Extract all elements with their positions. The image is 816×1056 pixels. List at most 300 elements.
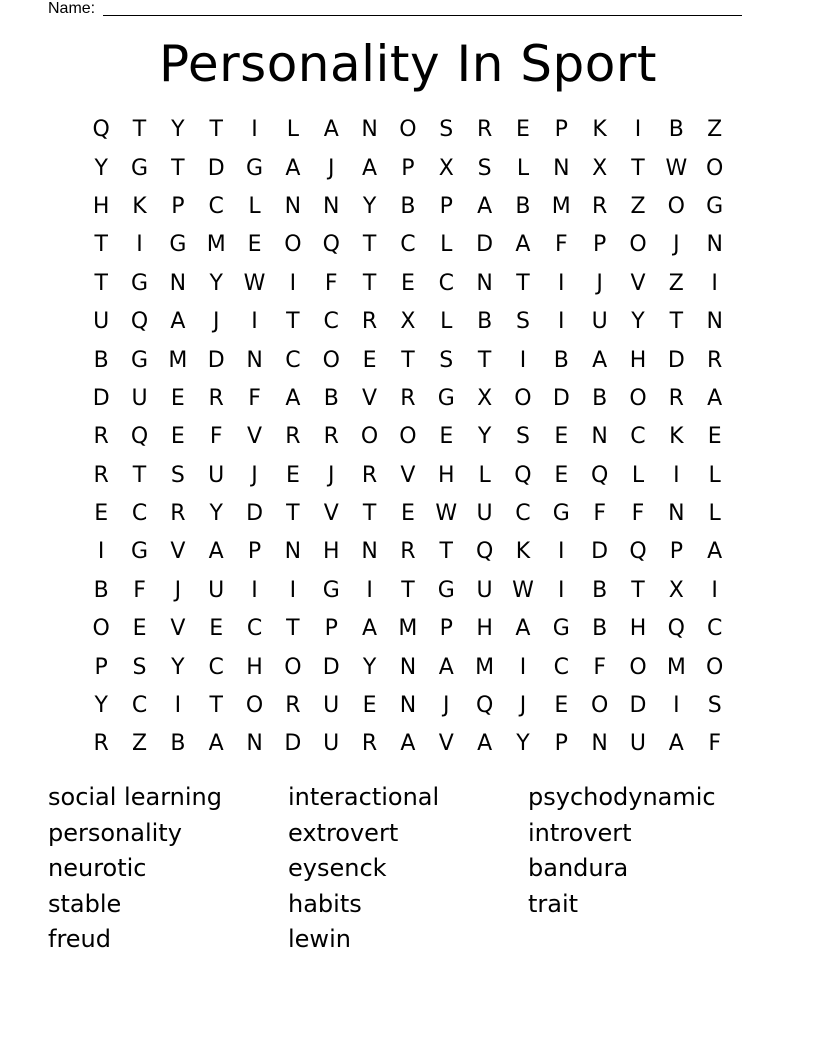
grid-letter: R bbox=[93, 424, 109, 450]
grid-letter: O bbox=[360, 424, 379, 450]
grid-row bbox=[82, 648, 734, 686]
grid-letter: Y bbox=[477, 424, 492, 450]
grid-letter: D bbox=[284, 731, 302, 757]
grid-letter: T bbox=[171, 155, 185, 181]
grid-letter: A bbox=[477, 731, 493, 757]
grid-letter: H bbox=[322, 539, 340, 565]
grid-letter: V bbox=[247, 424, 263, 450]
grid-letter: Y bbox=[171, 117, 185, 143]
grid-letter: Y bbox=[171, 654, 185, 680]
grid-letter: A bbox=[285, 155, 301, 181]
grid-letter: M bbox=[206, 232, 226, 258]
grid-letter: U bbox=[208, 462, 225, 488]
grid-letter: F bbox=[324, 270, 338, 296]
grid-letter: O bbox=[629, 385, 647, 411]
grid-letter: G bbox=[552, 616, 570, 642]
grid-letter: X bbox=[400, 309, 416, 335]
grid-letter: C bbox=[515, 501, 531, 527]
grid-letter: R bbox=[707, 347, 723, 373]
grid-letter: X bbox=[477, 385, 493, 411]
grid-letter: Y bbox=[209, 270, 223, 296]
grid-letter: H bbox=[629, 347, 647, 373]
grid-letter: Q bbox=[130, 309, 149, 335]
grid-row bbox=[82, 303, 734, 341]
grid-letter: Y bbox=[94, 155, 108, 181]
grid-letter: V bbox=[323, 501, 339, 527]
grid-letter: E bbox=[400, 501, 415, 527]
grid-letter: R bbox=[170, 501, 186, 527]
grid-letter: E bbox=[132, 616, 147, 642]
grid-letter: S bbox=[515, 309, 530, 335]
grid-letter: T bbox=[209, 117, 223, 143]
grid-letter: Y bbox=[362, 193, 377, 219]
grid-letter: Q bbox=[667, 616, 685, 642]
grid-letter: B bbox=[93, 577, 109, 603]
grid-letter: N bbox=[169, 270, 187, 296]
grid-letter: T bbox=[94, 232, 108, 258]
grid-letter: A bbox=[438, 654, 454, 680]
grid-letter: A bbox=[592, 347, 608, 373]
grid-letter: I bbox=[558, 539, 565, 565]
word-list-item: social learning bbox=[48, 783, 222, 811]
grid-letter: U bbox=[629, 731, 647, 757]
grid-letter: M bbox=[168, 347, 188, 373]
grid-letter: V bbox=[400, 462, 416, 488]
grid-row bbox=[82, 495, 734, 533]
grid-letter: L bbox=[286, 117, 300, 143]
grid-letter: D bbox=[246, 501, 264, 527]
grid-letter: N bbox=[246, 347, 263, 373]
grid-letter: G bbox=[246, 155, 264, 181]
grid-letter: D bbox=[207, 347, 225, 373]
grid-letter: S bbox=[477, 155, 492, 181]
grid-letter: D bbox=[207, 155, 225, 181]
word-list-item: trait bbox=[528, 889, 579, 918]
grid-letter: L bbox=[708, 501, 721, 527]
grid-letter: I bbox=[289, 577, 297, 603]
grid-row bbox=[82, 226, 734, 264]
grid-letter: C bbox=[438, 270, 454, 296]
grid-letter: U bbox=[476, 501, 493, 527]
grid-letter: G bbox=[552, 501, 570, 527]
grid-letter: D bbox=[552, 385, 570, 411]
grid-letter: F bbox=[133, 577, 146, 603]
name-field[interactable] bbox=[48, 0, 742, 18]
grid-letter: T bbox=[286, 309, 300, 335]
grid-letter: G bbox=[437, 577, 455, 603]
grid-letter: A bbox=[400, 731, 416, 757]
grid-letter: I bbox=[634, 117, 642, 143]
grid-row bbox=[82, 610, 734, 648]
grid-letter: E bbox=[554, 424, 569, 450]
grid-letter: M bbox=[551, 193, 571, 219]
grid-letter: T bbox=[401, 347, 415, 373]
grid-letter: T bbox=[362, 270, 377, 296]
word-list-item: habits bbox=[288, 889, 362, 918]
grid-letter: Y bbox=[94, 693, 108, 719]
grid-letter: N bbox=[553, 155, 570, 181]
grid-letter: R bbox=[591, 193, 608, 219]
grid-letter: T bbox=[132, 117, 147, 143]
grid-letter: P bbox=[401, 155, 415, 181]
grid-letter: Y bbox=[631, 309, 645, 335]
grid-letter: R bbox=[361, 462, 378, 488]
grid-letter: R bbox=[323, 424, 339, 450]
grid-letter: L bbox=[440, 309, 453, 335]
grid-letter: Y bbox=[516, 731, 530, 757]
grid-row bbox=[82, 111, 734, 149]
grid-letter: B bbox=[400, 193, 416, 219]
grid-letter: P bbox=[439, 616, 453, 642]
grid-letter: V bbox=[438, 731, 454, 757]
grid-letter: E bbox=[247, 232, 262, 258]
grid-letter: N bbox=[476, 270, 493, 296]
grid-letter: Y bbox=[209, 501, 223, 527]
grid-letter: E bbox=[516, 117, 530, 143]
grid-letter: P bbox=[439, 193, 453, 219]
grid-letter: N bbox=[399, 693, 417, 719]
grid-letter: E bbox=[209, 616, 224, 642]
name-label: Name: bbox=[48, 0, 96, 17]
grid-letter: S bbox=[439, 347, 454, 373]
grid-letter: P bbox=[171, 193, 185, 219]
grid-letter: A bbox=[362, 616, 378, 642]
grid-letter: A bbox=[668, 731, 684, 757]
grid-letter: E bbox=[94, 501, 109, 527]
grid-letter: J bbox=[212, 309, 220, 335]
grid-letter: E bbox=[285, 462, 300, 488]
grid-letter: K bbox=[515, 539, 531, 565]
grid-letter: W bbox=[435, 501, 458, 527]
grid-letter: J bbox=[596, 270, 603, 296]
grid-letter: I bbox=[673, 693, 680, 719]
grid-letter: T bbox=[362, 232, 377, 258]
grid-letter: L bbox=[631, 462, 645, 488]
grid-letter: I bbox=[558, 270, 565, 296]
grid-letter: B bbox=[515, 193, 531, 219]
grid-letter: D bbox=[476, 232, 494, 258]
grid-letter: W bbox=[665, 155, 688, 181]
word-list-item: personality bbox=[48, 818, 182, 847]
grid-letter: L bbox=[248, 193, 261, 219]
grid-letter: R bbox=[285, 693, 301, 719]
grid-letter: I bbox=[519, 654, 527, 680]
grid-letter: K bbox=[132, 193, 147, 219]
word-list-item: introvert bbox=[528, 818, 632, 847]
grid-letter: D bbox=[322, 654, 340, 680]
grid-row bbox=[82, 725, 734, 763]
grid-letter: P bbox=[554, 731, 568, 757]
grid-letter: A bbox=[285, 385, 301, 411]
grid-letter: G bbox=[322, 577, 340, 603]
grid-letter: U bbox=[93, 309, 110, 335]
grid-letter: Q bbox=[629, 539, 647, 565]
grid-letter: P bbox=[554, 117, 568, 143]
grid-letter: N bbox=[706, 232, 723, 258]
grid-letter: D bbox=[667, 347, 685, 373]
grid-letter: C bbox=[208, 193, 224, 219]
grid-letter: M bbox=[398, 616, 418, 642]
grid-letter: C bbox=[706, 616, 723, 642]
grid-letter: Q bbox=[92, 117, 110, 143]
grid-letter: Q bbox=[322, 232, 340, 258]
grid-letter: A bbox=[515, 616, 531, 642]
grid-letter: R bbox=[93, 731, 109, 757]
grid-letter: T bbox=[401, 577, 415, 603]
grid-letter: A bbox=[707, 385, 723, 411]
grid-letter: Q bbox=[590, 462, 609, 488]
grid-letter: O bbox=[629, 232, 647, 258]
grid-letter: Y bbox=[362, 654, 377, 680]
grid-letter: Z bbox=[707, 117, 723, 143]
word-list-item: neurotic bbox=[48, 854, 147, 882]
grid-letter: P bbox=[247, 539, 262, 565]
grid-letter: V bbox=[170, 539, 186, 565]
word-list-item: lewin bbox=[288, 925, 351, 953]
grid-letter: C bbox=[323, 309, 339, 335]
grid-letter: R bbox=[400, 385, 416, 411]
grid-letter: Q bbox=[130, 424, 149, 450]
grid-letter: S bbox=[132, 654, 147, 680]
grid-letter: H bbox=[92, 193, 110, 219]
grid-letter: R bbox=[476, 117, 493, 143]
page-title: Personality In Sport bbox=[158, 35, 658, 93]
grid-letter: E bbox=[439, 424, 454, 450]
grid-letter: U bbox=[323, 731, 340, 757]
grid-letter: P bbox=[324, 616, 338, 642]
grid-row bbox=[82, 687, 734, 725]
grid-letter: C bbox=[400, 232, 416, 258]
grid-letter: A bbox=[515, 232, 531, 258]
grid-letter: J bbox=[519, 693, 527, 719]
grid-letter: K bbox=[592, 117, 607, 143]
grid-letter: J bbox=[174, 577, 182, 603]
grid-letter: E bbox=[707, 424, 722, 450]
grid-row bbox=[82, 572, 734, 610]
grid-letter: I bbox=[97, 539, 105, 565]
grid-row bbox=[82, 380, 734, 418]
grid-letter: N bbox=[399, 654, 417, 680]
grid-letter: B bbox=[592, 616, 608, 642]
grid-letter: I bbox=[366, 577, 373, 603]
grid-letter: Q bbox=[514, 462, 532, 488]
grid-letter: D bbox=[92, 385, 110, 411]
grid-letter: U bbox=[323, 693, 340, 719]
grid-letter: C bbox=[246, 616, 263, 642]
word-list bbox=[48, 780, 768, 958]
grid-letter: A bbox=[208, 539, 224, 565]
grid-letter: J bbox=[327, 155, 335, 181]
grid-letter: R bbox=[668, 385, 684, 411]
grid-letter: R bbox=[93, 462, 109, 488]
grid-letter: G bbox=[169, 232, 187, 258]
grid-letter: G bbox=[130, 539, 149, 565]
grid-letter: L bbox=[516, 155, 530, 181]
grid-letter: O bbox=[514, 385, 532, 411]
grid-letter: L bbox=[478, 462, 491, 488]
grid-letter: T bbox=[631, 155, 645, 181]
grid-letter: T bbox=[286, 616, 300, 642]
grid-letter: O bbox=[322, 347, 340, 373]
grid-letter: E bbox=[170, 424, 185, 450]
grid-letter: F bbox=[631, 501, 645, 527]
grid-letter: O bbox=[590, 693, 609, 719]
grid-letter: O bbox=[92, 616, 110, 642]
grid-letter: V bbox=[362, 385, 378, 411]
grid-letter: Z bbox=[630, 193, 646, 219]
grid-letter: A bbox=[323, 117, 339, 143]
word-search-grid bbox=[82, 111, 734, 764]
grid-letter: V bbox=[170, 616, 186, 642]
grid-letter: F bbox=[209, 424, 223, 450]
grid-letter: E bbox=[554, 693, 569, 719]
grid-letter: O bbox=[399, 117, 417, 143]
grid-letter: F bbox=[554, 232, 568, 258]
grid-letter: I bbox=[519, 347, 527, 373]
grid-letter: I bbox=[558, 309, 565, 335]
grid-letter: F bbox=[248, 385, 261, 411]
grid-letter: W bbox=[512, 577, 534, 603]
grid-letter: H bbox=[246, 654, 263, 680]
grid-letter: B bbox=[668, 117, 684, 143]
grid-letter: D bbox=[629, 693, 647, 719]
grid-letter: F bbox=[593, 654, 606, 680]
grid-letter: I bbox=[251, 577, 258, 603]
grid-letter: I bbox=[251, 309, 258, 335]
grid-letter: T bbox=[286, 501, 300, 527]
grid-letter: X bbox=[592, 155, 608, 181]
grid-letter: Q bbox=[475, 693, 494, 719]
grid-letter: N bbox=[284, 539, 302, 565]
grid-letter: N bbox=[591, 731, 608, 757]
grid-letter: T bbox=[132, 462, 147, 488]
grid-letter: A bbox=[477, 193, 493, 219]
grid-letter: X bbox=[668, 577, 684, 603]
grid-letter: N bbox=[668, 501, 685, 527]
grid-letter: O bbox=[629, 654, 647, 680]
grid-letter: P bbox=[669, 539, 683, 565]
grid-letter: O bbox=[245, 693, 264, 719]
grid-letter: B bbox=[592, 385, 608, 411]
word-list-item: extrovert bbox=[288, 818, 399, 847]
word-list-item: eysenck bbox=[288, 854, 387, 882]
grid-letter: I bbox=[136, 232, 143, 258]
grid-letter: X bbox=[438, 155, 454, 181]
grid-letter: W bbox=[243, 270, 266, 296]
grid-letter: J bbox=[251, 462, 258, 488]
grid-letter: N bbox=[361, 539, 378, 565]
word-list-item: stable bbox=[48, 889, 122, 918]
grid-letter: M bbox=[475, 654, 495, 680]
grid-letter: I bbox=[711, 577, 718, 603]
grid-letter: E bbox=[554, 462, 569, 488]
grid-letter: H bbox=[437, 462, 455, 488]
grid-letter: J bbox=[673, 232, 680, 258]
grid-letter: U bbox=[591, 309, 608, 335]
grid-letter: G bbox=[130, 270, 149, 296]
grid-letter: S bbox=[515, 424, 530, 450]
grid-letter: T bbox=[477, 347, 492, 373]
grid-letter: Z bbox=[131, 731, 148, 757]
grid-letter: O bbox=[667, 193, 685, 219]
grid-letter: N bbox=[246, 731, 263, 757]
grid-letter: T bbox=[362, 501, 377, 527]
grid-letter: C bbox=[553, 654, 569, 680]
grid-letter: D bbox=[591, 539, 609, 565]
grid-letter: O bbox=[284, 654, 302, 680]
grid-letter: T bbox=[209, 693, 223, 719]
grid-letter: P bbox=[593, 232, 607, 258]
grid-row bbox=[82, 418, 734, 456]
grid-letter: B bbox=[323, 385, 339, 411]
grid-letter: N bbox=[323, 193, 340, 219]
grid-letter: O bbox=[284, 232, 302, 258]
grid-letter: L bbox=[440, 232, 453, 258]
grid-letter: N bbox=[591, 424, 608, 450]
grid-letter: S bbox=[439, 117, 454, 143]
grid-row bbox=[82, 265, 734, 303]
grid-letter: U bbox=[476, 577, 493, 603]
word-list-item: bandura bbox=[528, 854, 629, 882]
grid-letter: J bbox=[443, 693, 450, 719]
grid-letter: I bbox=[558, 577, 565, 603]
grid-letter: U bbox=[208, 577, 225, 603]
grid-row bbox=[82, 457, 734, 495]
grid-letter: C bbox=[208, 654, 224, 680]
grid-letter: T bbox=[439, 539, 453, 565]
grid-letter: I bbox=[673, 462, 680, 488]
grid-letter: H bbox=[629, 616, 647, 642]
grid-letter: H bbox=[476, 616, 493, 642]
grid-letter: V bbox=[630, 270, 646, 296]
grid-letter: E bbox=[362, 347, 377, 373]
word-list-item: interactional bbox=[288, 783, 440, 811]
grid-letter: E bbox=[400, 270, 415, 296]
grid-letter: R bbox=[400, 539, 416, 565]
grid-letter: B bbox=[93, 347, 109, 373]
grid-letter: C bbox=[630, 424, 646, 450]
grid-letter: G bbox=[706, 193, 724, 219]
grid-letter: F bbox=[593, 501, 606, 527]
grid-letter: B bbox=[477, 309, 493, 335]
grid-letter: S bbox=[170, 462, 185, 488]
grid-letter: C bbox=[285, 347, 301, 373]
word-list-item: freud bbox=[48, 925, 111, 953]
grid-row bbox=[82, 341, 734, 379]
grid-letter: U bbox=[131, 385, 148, 411]
grid-letter: C bbox=[131, 693, 148, 719]
grid-letter: B bbox=[170, 731, 186, 757]
grid-letter: R bbox=[361, 731, 378, 757]
grid-letter: P bbox=[94, 654, 108, 680]
grid-letter: I bbox=[251, 117, 258, 143]
grid-letter: B bbox=[553, 347, 569, 373]
grid-letter: R bbox=[208, 385, 224, 411]
grid-letter: R bbox=[285, 424, 301, 450]
grid-letter: T bbox=[516, 270, 530, 296]
grid-row bbox=[82, 533, 734, 571]
word-list-item: psychodynamic bbox=[528, 783, 716, 811]
grid-letter: A bbox=[362, 155, 378, 181]
grid-letter: G bbox=[130, 347, 149, 373]
grid-letter: I bbox=[174, 693, 182, 719]
grid-letter: M bbox=[666, 654, 686, 680]
grid-letter: G bbox=[130, 155, 149, 181]
grid-letter: I bbox=[289, 270, 297, 296]
grid-letter: C bbox=[131, 501, 148, 527]
grid-letter: T bbox=[669, 309, 684, 335]
grid-letter: A bbox=[208, 731, 224, 757]
